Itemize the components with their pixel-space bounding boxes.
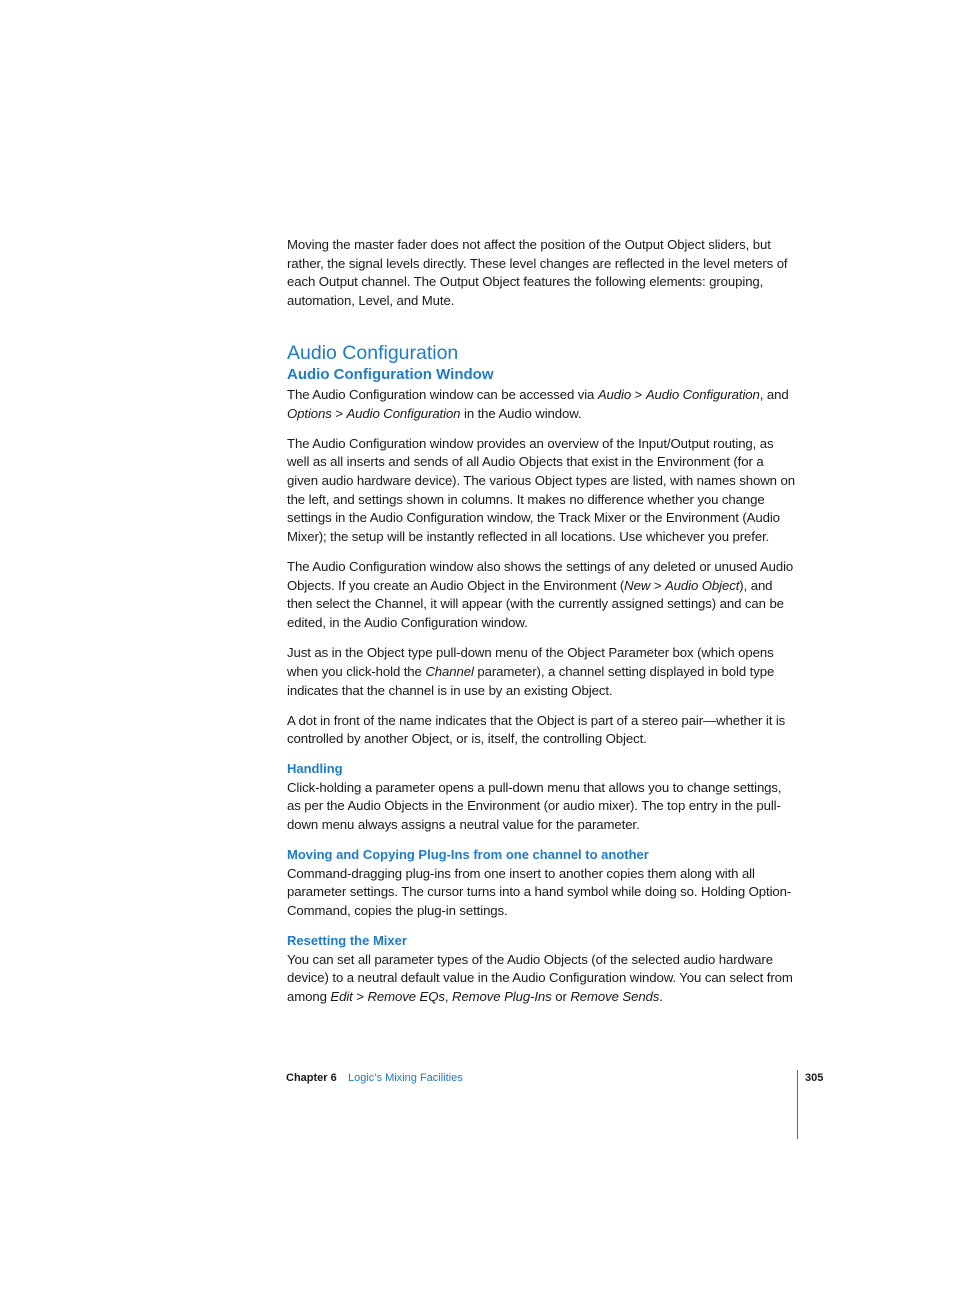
heading-moving-copying: Moving and Copying Plug-Ins from one channel to another — [287, 847, 649, 863]
heading-resetting: Resetting the Mixer — [287, 933, 407, 949]
section-title: Audio Configuration — [287, 341, 459, 364]
paragraph-stereo-dot: A dot in front of the name indicates that the Object is part of a stereo pair—whether it is controlled by another Object, or is, itself, the controlling Object. — [287, 712, 786, 747]
intro-paragraph: Moving the master fader does not affect the position of the Output Object sliders, but rather, the signal levels directly. These level changes are reflected in the level meters of each Output channel. The Output Object features the following elements: grouping, automation, Level, and Mute. — [287, 237, 788, 309]
heading-handling: Handling — [287, 761, 343, 777]
paragraph-resetting: You can set all parameter types of the Audio Objects (of the selected audio hardware device) to a neutral default value in the Audio Configuration window. You can select from among Edit > Remove EQs, Remove Plug-Ins or Remove Sends. — [287, 951, 793, 1004]
paragraph-handling: Click-holding a parameter opens a pull-down menu that allows you to change settings, as per the Audio Objects in the Environment (or audio mixer). The top entry in the pull-down menu always assigns a neutral value for the parameter. — [287, 779, 782, 833]
paragraph-access: The Audio Configuration window can be accessed via Audio > Audio Configuration, and Options > Audio Configuration in the Audio window. — [287, 386, 789, 421]
page-body — [287, 236, 797, 1018]
footer-divider — [797, 1070, 798, 1139]
footer-chapter-title: Logic’s Mixing Facilities — [348, 1072, 463, 1084]
footer-chapter-label: Chapter 6 — [286, 1072, 337, 1084]
paragraph-bold-type: Just as in the Object type pull-down menu of the Object Parameter box (which opens when you click-hold the Channel parameter), a channel setting displayed in bold type indicates that the channel is in use by an existing Object. — [287, 645, 775, 698]
subsection-title: Audio Configuration Window — [287, 365, 494, 383]
paragraph-deleted-objects: The Audio Configuration window also shows the settings of any deleted or unused Audio Objects. If you create an Audio Object in the Environment (New > Audio Object), and then select the Channel, it will appear (with the currently assigned settings) and can be edited, in the Audio Configuration window. — [287, 559, 794, 631]
paragraph-moving-copying: Command-dragging plug-ins from one insert to another copies them along with all parameter settings. The cursor turns into a hand symbol while doing so. Holding Option-Command, copies the plug-in settings. — [287, 865, 792, 919]
paragraph-overview: The Audio Configuration window provides an overview of the Input/Output routing, as well as all inserts and sends of all Audio Objects that exist in the Environment (for a given audio hardware device). The various Object types are listed, with names shown on the left, and settings shown in columns. It makes no difference whether you change settings in the Audio Configuration window, the Track Mixer or the Environment (Audio Mixer); the setup will be instantly reflected in all locations. Use whichever you prefer. — [287, 435, 795, 545]
page-number: 305 — [805, 1072, 824, 1084]
